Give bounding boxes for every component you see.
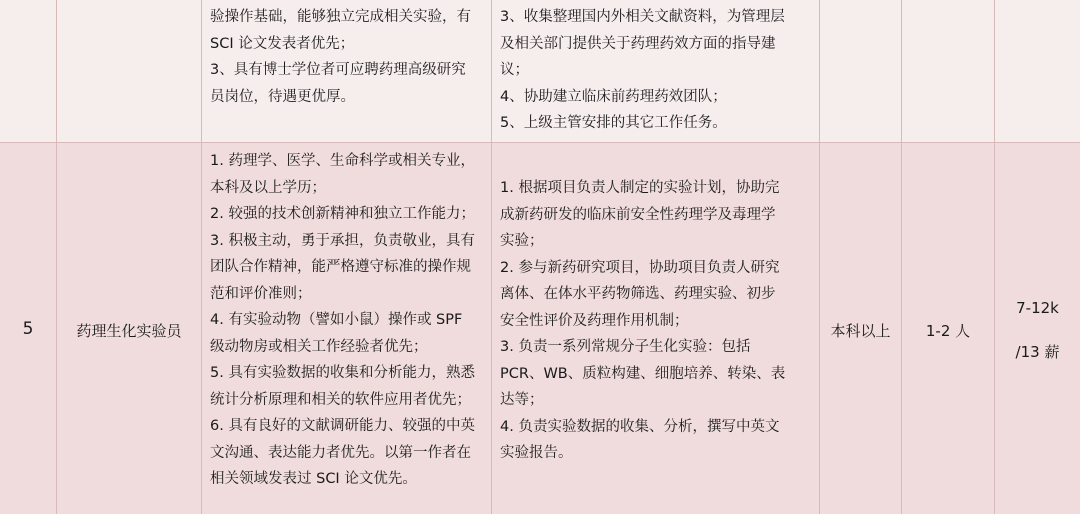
requirement-line: 2. 较强的技术创新精神和独立工作能力； bbox=[210, 206, 475, 222]
headcount-cell bbox=[902, 0, 995, 142]
requirement-line: 员岗位，待遇更优厚。 bbox=[210, 88, 355, 105]
requirement-line: 相关领域发表过 SCI 论文优先。 bbox=[210, 471, 417, 487]
table-row-previous bbox=[0, 0, 1080, 143]
education-cell bbox=[820, 0, 902, 142]
requirement-line: SCI 论文发表者优先； bbox=[210, 35, 355, 52]
duties-cell bbox=[492, 143, 820, 514]
duties-text bbox=[500, 175, 815, 467]
salary-range: 7-12k bbox=[1016, 299, 1059, 317]
requirements-cell bbox=[202, 0, 492, 142]
position-cell bbox=[57, 143, 202, 514]
row-index: 5 bbox=[22, 319, 34, 339]
requirement-line: 团队合作精神，能严格遵守标准的操作规 bbox=[210, 259, 471, 275]
requirement-line: 文沟通、表达能力者优先。以第一作者在 bbox=[210, 444, 471, 461]
duty-line: 1. 根据项目负责人制定的实验计划，协助完 bbox=[500, 180, 780, 196]
salary-cell bbox=[995, 0, 1080, 142]
duties-text bbox=[500, 4, 815, 137]
headcount: 1-2 人 bbox=[925, 322, 971, 340]
position-cell bbox=[57, 0, 202, 142]
education-requirement: 本科以上 bbox=[830, 322, 891, 340]
duty-line: 成新药研发的临床前安全性药理学及毒理学 bbox=[500, 206, 776, 223]
duty-line: 4. 负责实验数据的收集、分析，撰写中英文 bbox=[500, 418, 780, 435]
headcount-cell bbox=[902, 143, 995, 514]
duty-line: 2. 参与新药研究项目，协助项目负责人研究 bbox=[500, 259, 780, 276]
salary-cell bbox=[995, 143, 1080, 514]
requirement-line: 1. 药理学、医学、生命科学或相关专业， bbox=[210, 153, 475, 169]
index-cell bbox=[0, 0, 57, 142]
duty-line: 离体、在体水平药物筛选、药理实验、初步 bbox=[500, 286, 776, 302]
salary-months: /13 薪 bbox=[1015, 343, 1060, 361]
table-row bbox=[0, 143, 1080, 514]
requirement-line: 3. 积极主动，勇于承担，负责敬业，具有 bbox=[210, 232, 475, 249]
duty-line: 议； bbox=[500, 62, 529, 78]
duty-line: 4、协助建立临床前药理药效团队； bbox=[500, 88, 727, 105]
requirement-line: 验操作基础，能够独立完成相关实验，有 bbox=[210, 9, 471, 25]
duties-cell bbox=[492, 0, 820, 142]
index-cell bbox=[0, 143, 57, 514]
requirements-text bbox=[210, 148, 487, 493]
duty-line: 安全性评价及药理作用机制； bbox=[500, 312, 689, 329]
requirements-cell bbox=[202, 143, 492, 514]
requirement-line: 4. 有实验动物（譬如小鼠）操作或 SPF bbox=[210, 312, 463, 328]
requirements-text bbox=[210, 4, 487, 110]
requirement-line: 统计分析原理和相关的软件应用者优先； bbox=[210, 391, 471, 408]
duty-line: 达等； bbox=[500, 392, 544, 408]
requirement-line: 本科及以上学历； bbox=[210, 179, 326, 196]
duty-line: 5、上级主管安排的其它工作任务。 bbox=[500, 115, 727, 131]
duty-line: 及相关部门提供关于药理药效方面的指导建 bbox=[500, 35, 776, 52]
requirement-line: 5. 具有实验数据的收集和分析能力，熟悉 bbox=[210, 365, 475, 381]
duty-line: 实验； bbox=[500, 233, 544, 249]
requirement-line: 6. 具有良好的文献调研能力、较强的中英 bbox=[210, 418, 475, 434]
position-title: 药理生化实验员 bbox=[76, 322, 182, 340]
duty-line: 3、收集整理国内外相关文献资料，为管理层 bbox=[500, 9, 785, 25]
duty-line: PCR、WB、质粒构建、细胞培养、转染、表 bbox=[500, 365, 786, 382]
requirement-line: 范和评价准则； bbox=[210, 285, 312, 302]
requirement-line: 3、具有博士学位者可应聘药理高级研究 bbox=[210, 62, 466, 78]
education-cell bbox=[820, 143, 902, 514]
requirement-line: 级动物房或相关工作经验者优先； bbox=[210, 338, 428, 355]
duty-line: 3. 负责一系列常规分子生化实验：包括 bbox=[500, 339, 751, 355]
duty-line: 实验报告。 bbox=[500, 445, 573, 461]
